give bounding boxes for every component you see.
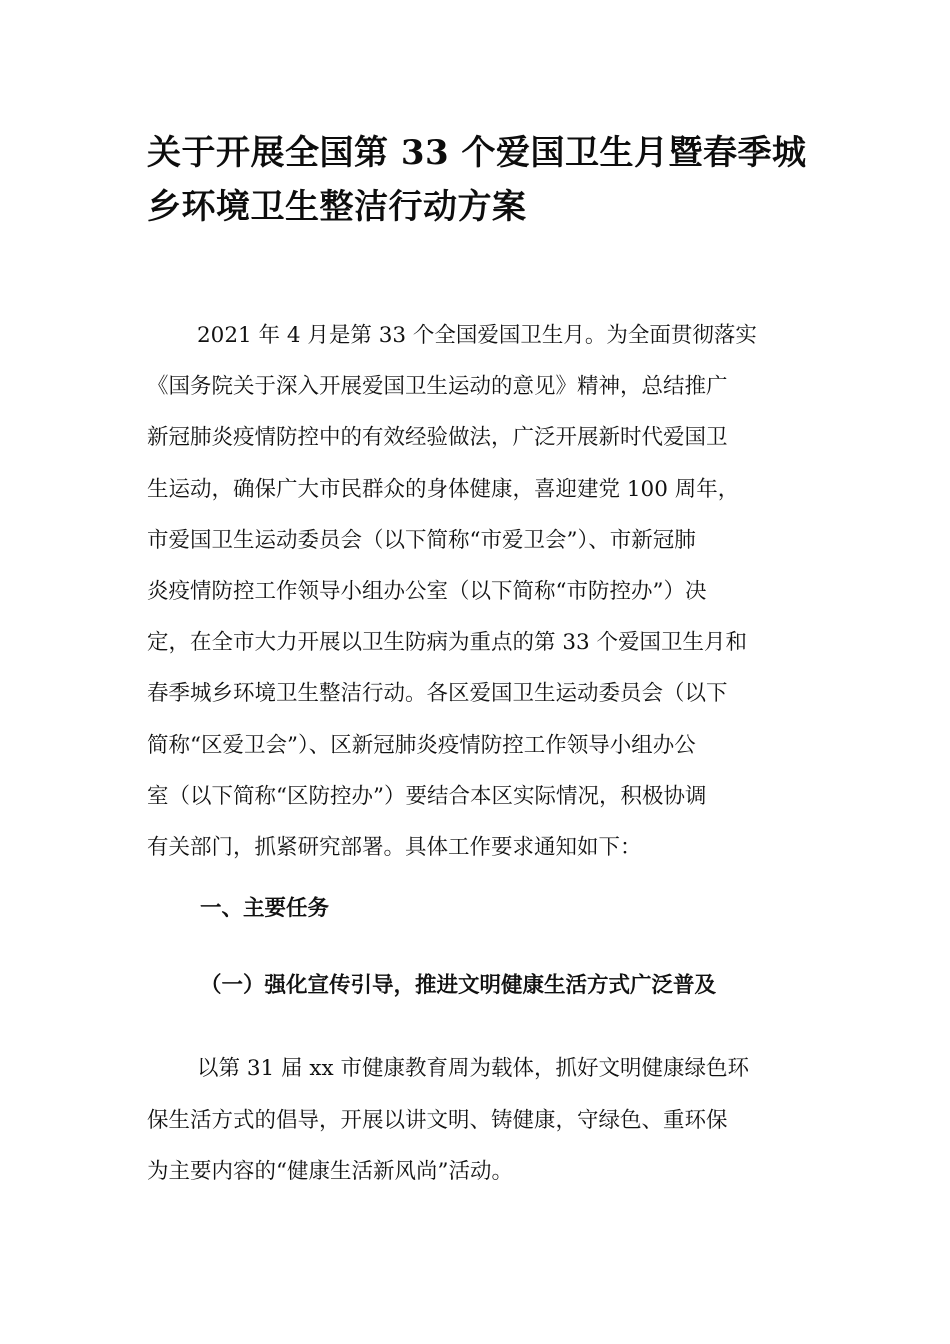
intro-line: 简称“区爱卫会”）、区新冠肺炎疫情防控工作领导小组办公	[147, 732, 696, 758]
intro-line: 春季城乡环境卫生整洁行动。各区爱国卫生运动委员会（以下	[147, 681, 728, 707]
intro-line: 《国务院关于深入开展爱国卫生运动的意见》精神，总结推广	[147, 374, 728, 400]
paragraph-line: 保生活方式的倡导，开展以讲文明、铸健康，守绿色、重环保	[147, 1107, 728, 1133]
intro-line: 市爱国卫生运动委员会（以下简称“市爱卫会”）、市新冠肺	[147, 527, 696, 553]
intro-paragraph	[147, 310, 807, 873]
body-paragraph	[147, 1043, 807, 1198]
title-line-2: 乡环境卫生整洁行动方案	[147, 187, 527, 227]
intro-line: 有关部门，抓紧研究部署。具体工作要求通知如下：	[147, 835, 642, 861]
intro-line: 室（以下简称“区防控办”）要结合本区实际情况，积极协调	[147, 783, 707, 809]
paragraph-line: 为主要内容的“健康生活新风尚”活动。	[147, 1159, 513, 1184]
document-title	[147, 126, 827, 234]
intro-line: 2021 年 4 月是第 33 个全国爱国卫生月。为全面贯彻落实	[197, 323, 757, 348]
intro-line: 新冠肺炎疫情防控中的有效经验做法，广泛开展新时代爱国卫	[147, 425, 728, 451]
paragraph-line: 以第 31 届 xx 市健康教育周为载体，抓好文明健康绿色环	[197, 1056, 749, 1081]
subsection-heading: （一）强化宣传引导，推进文明健康生活方式广泛普及	[200, 973, 717, 998]
title-line-1: 关于开展全国第 33 个爱国卫生月暨春季城	[147, 133, 807, 173]
section-heading: 一、主要任务	[200, 896, 330, 921]
intro-line: 定，在全市大力开展以卫生防病为重点的第 33 个爱国卫生月和	[147, 630, 748, 656]
intro-line: 炎疫情防控工作领导小组办公室（以下简称“市防控办”）决	[147, 579, 707, 605]
intro-line: 生运动，确保广大市民群众的身体健康，喜迎建党 100 周年，	[147, 476, 740, 502]
